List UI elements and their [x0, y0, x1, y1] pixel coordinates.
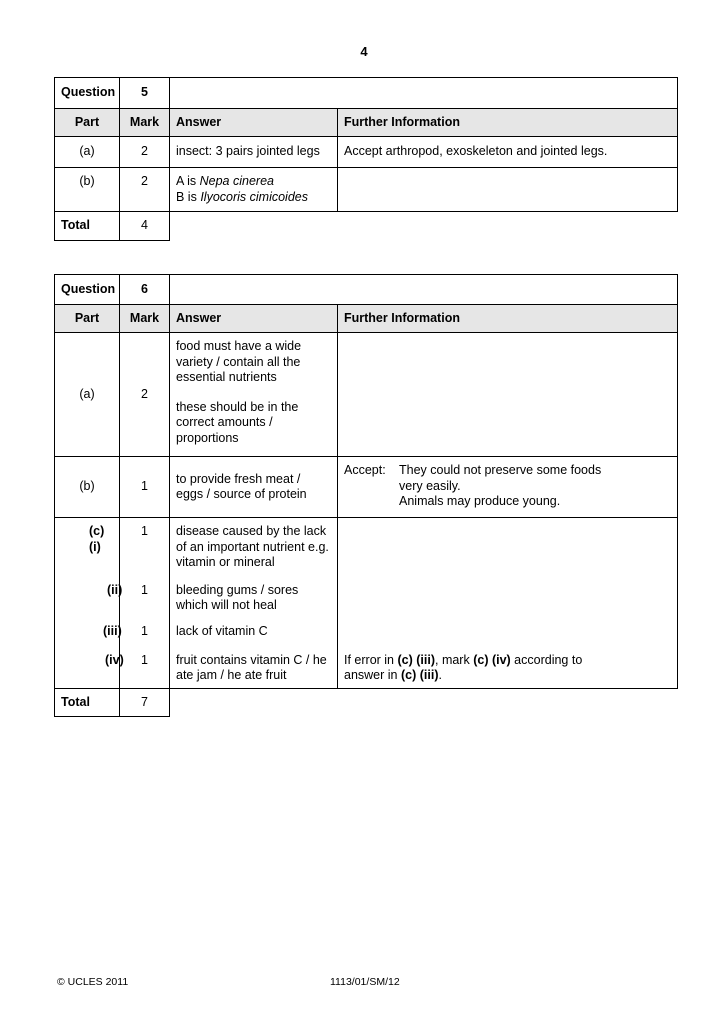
total-row: [55, 212, 678, 241]
footer-copyright: © UCLES 2011: [57, 976, 129, 988]
part-cell: (a): [55, 333, 120, 457]
question-label: Question: [55, 78, 120, 109]
part-cell: (b): [55, 168, 120, 212]
info-line: Animals may produce young.: [399, 494, 561, 508]
answer-line: essential nutrients: [176, 370, 277, 384]
table-row: [55, 457, 678, 518]
mark-header: Mark: [120, 305, 170, 333]
answer-line: food must have a wide: [176, 339, 302, 353]
answer-line: eggs / source of protein: [176, 487, 307, 501]
info-cell: [338, 518, 678, 577]
mark-cell: 2: [120, 168, 170, 212]
mark-cell: 1: [120, 618, 170, 647]
answer-header: Answer: [170, 305, 338, 333]
total-row: [55, 689, 678, 717]
question-number: 5: [120, 78, 170, 109]
answer-cell: [170, 518, 338, 577]
answer-cell: lack of vitamin C: [170, 618, 338, 647]
table-row: [55, 647, 678, 689]
info-cell: [338, 647, 678, 689]
answer-line: disease caused by the lack: [176, 524, 327, 538]
answer-line: ate jam / he ate fruit: [176, 668, 287, 682]
info-text: answer in: [344, 668, 401, 682]
part-header: Part: [55, 109, 120, 137]
table-row: [55, 618, 678, 647]
info-cell: [338, 168, 678, 212]
answer-line: vitamin or mineral: [176, 555, 275, 569]
question-label: Question: [55, 275, 120, 305]
answer-line: variety / contain all the: [176, 354, 301, 369]
total-mark: 7: [120, 689, 170, 717]
info-ref: (c) (iii): [397, 652, 435, 667]
species-name: Ilyocoris cimicoides: [200, 189, 308, 204]
footer-code: 1113/01/SM/12: [330, 976, 400, 988]
total-mark: 4: [120, 212, 170, 241]
question-blank: [170, 275, 678, 305]
header-row: [55, 305, 678, 333]
info-line: very easily.: [399, 478, 461, 493]
answer-line: to provide fresh meat /: [176, 471, 301, 486]
mark-cell: 1: [120, 647, 170, 689]
total-label: Total: [55, 212, 120, 241]
part-cell: (a): [55, 137, 120, 168]
part-cell: (b): [55, 457, 120, 518]
mark-cell: 2: [120, 137, 170, 168]
accept-label: Accept:: [344, 463, 386, 477]
answer-cell: [170, 168, 338, 212]
part-header: Part: [55, 305, 120, 333]
info-text: .: [438, 668, 442, 682]
info-text: , mark: [435, 652, 474, 667]
header-row: [55, 109, 678, 137]
info-cell: Accept arthropod, exoskeleton and jointed legs.: [338, 137, 678, 168]
answer-text: A is: [176, 174, 200, 188]
part-cell: (c) (i): [55, 518, 120, 577]
info-ref: (c) (iv): [473, 652, 511, 667]
table-row: [55, 518, 678, 577]
answer-header: Answer: [170, 109, 338, 137]
answer-cell: [170, 333, 338, 457]
answer-text: B is: [176, 189, 201, 204]
table-row: [55, 168, 678, 212]
info-header: Further Information: [338, 305, 678, 333]
table-row: [55, 333, 678, 457]
mark-cell: 2: [120, 333, 170, 457]
info-text: If error in: [344, 652, 398, 667]
part-cell: (iii): [55, 618, 120, 647]
total-label: Total: [55, 689, 120, 717]
table-row: [55, 137, 678, 168]
mark-cell: 1: [120, 457, 170, 518]
question-number: 6: [120, 275, 170, 305]
info-cell: [338, 333, 678, 457]
part-cell: (iv): [55, 647, 120, 689]
question-6-table: [54, 274, 678, 717]
answer-line: fruit contains vitamin C / he: [176, 652, 327, 667]
question-5-table: [54, 77, 678, 241]
species-name: Nepa cinerea: [199, 174, 274, 188]
info-cell: [338, 618, 678, 647]
table-row: [55, 577, 678, 618]
info-ref: (c) (iii): [400, 668, 439, 682]
answer-line: correct amounts /: [176, 415, 273, 429]
info-cell: [338, 457, 678, 518]
info-text: according to: [510, 652, 583, 667]
answer-cell: insect: 3 pairs jointed legs: [170, 137, 338, 168]
mark-header: Mark: [120, 109, 170, 137]
info-header: Further Information: [338, 109, 678, 137]
mark-cell: 1: [120, 518, 170, 577]
mark-cell: 1: [120, 577, 170, 618]
answer-cell: [170, 577, 338, 618]
info-cell: [338, 577, 678, 618]
answer-line: of an important nutrient e.g.: [176, 539, 329, 554]
answer-line: these should be in the: [176, 399, 299, 414]
answer-line: which will not heal: [176, 598, 277, 612]
answer-cell: [170, 647, 338, 689]
page-number: 4: [360, 44, 368, 59]
info-line: They could not preserve some foods: [399, 463, 602, 477]
part-cell: (ii): [55, 577, 120, 618]
answer-line: proportions: [176, 430, 239, 445]
answer-line: bleeding gums / sores: [176, 582, 299, 597]
answer-cell: [170, 457, 338, 518]
question-blank: [170, 78, 678, 109]
